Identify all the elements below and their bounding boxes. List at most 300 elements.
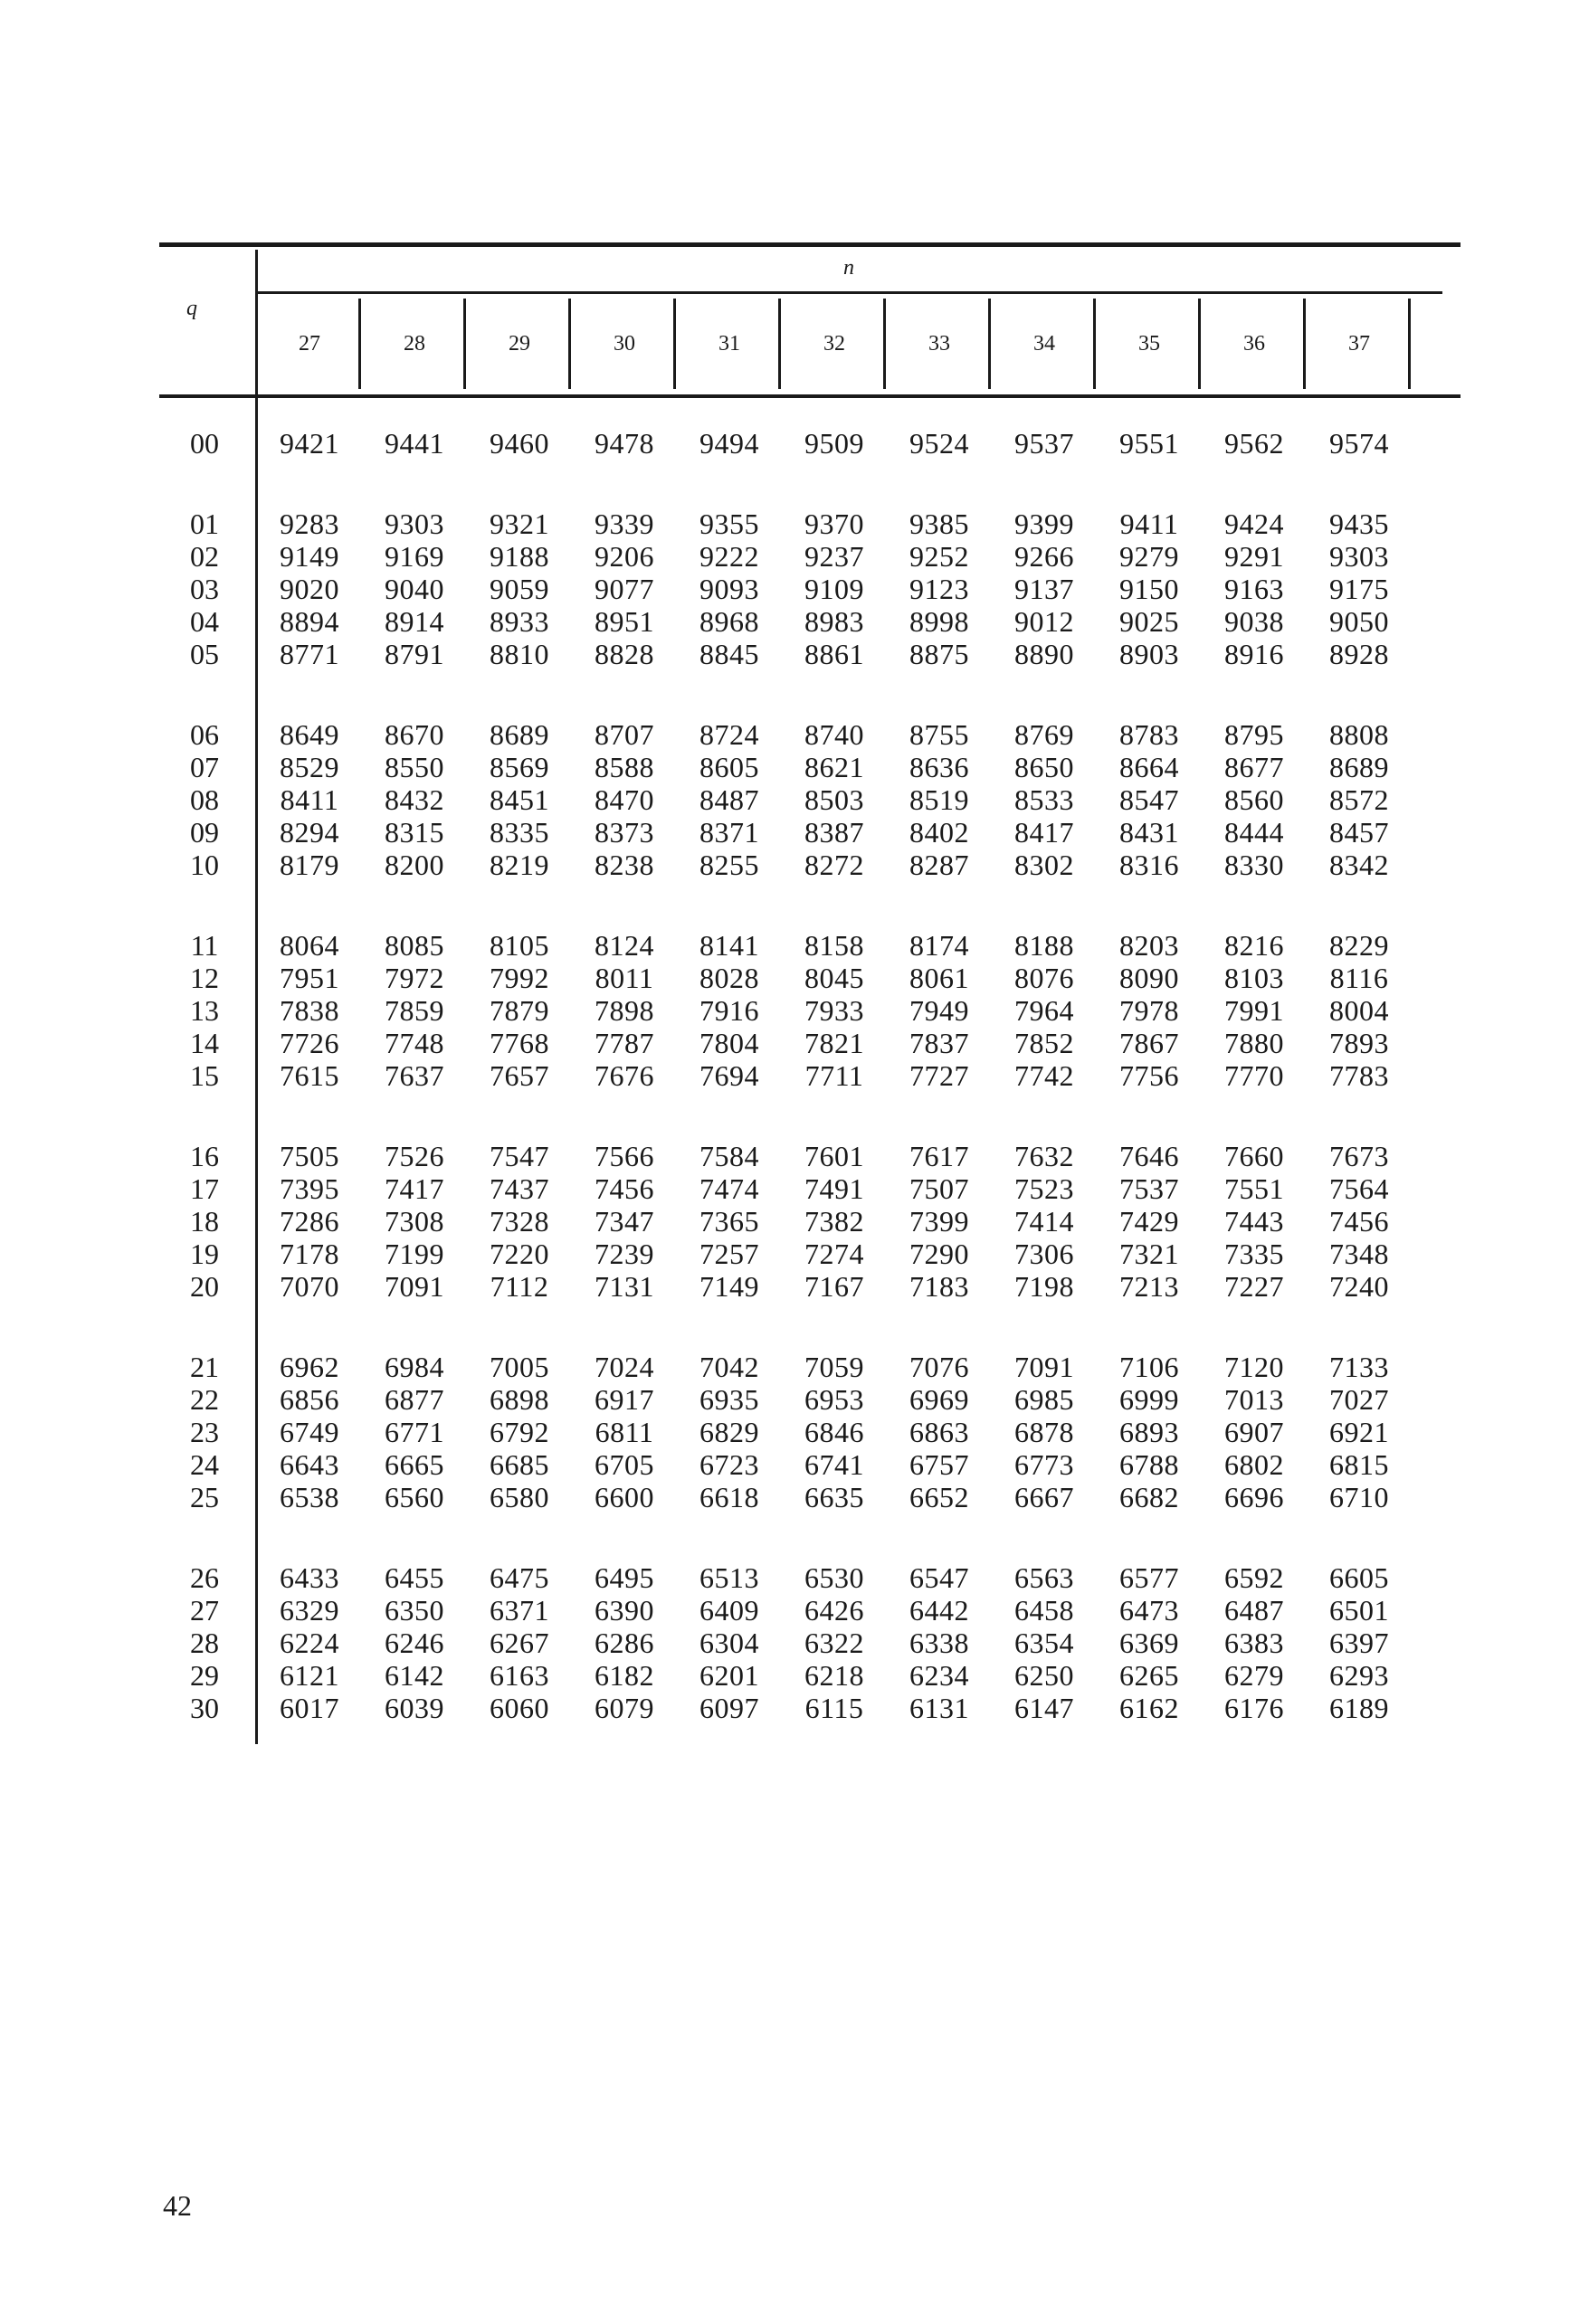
table-cell: 6560 [385,1481,444,1513]
row-key-cell: 00 [190,427,219,460]
column-header: 36 [1243,331,1265,356]
table-cell: 8432 [385,783,444,816]
table-cell: 6685 [490,1448,549,1481]
table-cell: 6652 [909,1481,969,1513]
table-cell: 9339 [595,507,654,540]
column-separator [1303,299,1306,389]
table-cell: 7526 [385,1140,444,1172]
table-cell: 7821 [804,1027,864,1059]
table-cell: 6771 [385,1416,444,1448]
table-cell: 6921 [1329,1416,1389,1448]
table-cell: 6079 [595,1692,654,1724]
table-cell: 6643 [280,1448,339,1481]
row-key-cell: 08 [190,783,219,816]
table-cell: 6815 [1329,1448,1389,1481]
column-separator [883,299,886,389]
table-cell: 9266 [1014,540,1074,573]
row-key-cell: 30 [190,1692,219,1724]
table-cell: 8677 [1224,751,1284,783]
table-cell: 7437 [490,1172,549,1205]
table-cell: 9123 [909,573,969,605]
table-cell: 7474 [699,1172,759,1205]
table-cell: 8810 [490,638,549,670]
table-cell: 9421 [280,427,339,460]
table-cell: 6530 [804,1561,864,1594]
table-cell: 7024 [595,1351,654,1383]
table-cell: 9252 [909,540,969,573]
table-cell: 7949 [909,994,969,1027]
row-variable-label: q [186,297,197,320]
table-cell: 7507 [909,1172,969,1205]
table-cell: 7395 [280,1172,339,1205]
table-cell: 7726 [280,1027,339,1059]
table-cell: 8287 [909,849,969,881]
table-cell: 8928 [1329,638,1389,670]
table-cell: 7632 [1014,1140,1074,1172]
table-cell: 8791 [385,638,444,670]
table-cell: 8650 [1014,751,1074,783]
table-cell: 6577 [1119,1561,1179,1594]
row-key-cell: 03 [190,573,219,605]
table-top-rule [159,242,1461,247]
column-variable-rule [257,291,1442,294]
table-cell: 7742 [1014,1059,1074,1092]
table-cell: 9385 [909,507,969,540]
table-cell: 8529 [280,751,339,783]
table-cell: 6426 [804,1594,864,1627]
table-cell: 8845 [699,638,759,670]
table-cell: 9460 [490,427,549,460]
table-cell: 7070 [280,1270,339,1303]
table-cell: 6189 [1329,1692,1389,1724]
table-cell: 8914 [385,605,444,638]
table-cell: 7456 [1329,1205,1389,1238]
table-cell: 7880 [1224,1027,1284,1059]
table-cell: 7787 [595,1027,654,1059]
table-cell: 8011 [595,962,654,994]
table-cell: 7013 [1224,1383,1284,1416]
table-cell: 6999 [1119,1383,1179,1416]
table-cell: 7091 [385,1270,444,1303]
column-header: 29 [509,331,530,356]
table-cell: 7615 [280,1059,339,1092]
table-cell: 6338 [909,1627,969,1659]
table-cell: 9424 [1224,507,1284,540]
table-cell: 7964 [1014,994,1074,1027]
table-cell: 8649 [280,718,339,751]
table-cell: 8968 [699,605,759,638]
table-cell: 7916 [699,994,759,1027]
table-cell: 6201 [699,1659,759,1692]
table-cell: 7178 [280,1238,339,1270]
table-cell: 7027 [1329,1383,1389,1416]
table-cell: 7347 [595,1205,654,1238]
table-cell: 6580 [490,1481,549,1513]
table-cell: 8689 [490,718,549,751]
table-cell: 7220 [490,1238,549,1270]
table-cell: 7120 [1224,1351,1284,1383]
table-cell: 6773 [1014,1448,1074,1481]
row-key-cell: 15 [190,1059,219,1092]
table-cell: 6409 [699,1594,759,1627]
table-cell: 8547 [1119,783,1179,816]
row-key-cell: 24 [190,1448,219,1481]
table-cell: 7005 [490,1351,549,1383]
table-cell: 7286 [280,1205,339,1238]
table-cell: 9441 [385,427,444,460]
table-cell: 8724 [699,718,759,751]
table-cell: 8200 [385,849,444,881]
table-cell: 9399 [1014,507,1074,540]
table-cell: 8387 [804,816,864,849]
table-cell: 6473 [1119,1594,1179,1627]
table-cell: 6592 [1224,1561,1284,1594]
table-cell: 6487 [1224,1594,1284,1627]
table-cell: 8916 [1224,638,1284,670]
table-cell: 9188 [490,540,549,573]
table-cell: 6182 [595,1659,654,1692]
table-cell: 8783 [1119,718,1179,751]
table-cell: 6279 [1224,1659,1284,1692]
table-cell: 7414 [1014,1205,1074,1238]
table-cell: 7837 [909,1027,969,1059]
row-key-cell: 22 [190,1383,219,1416]
table-cell: 7399 [909,1205,969,1238]
table-cell: 9050 [1329,605,1389,638]
row-key-cell: 23 [190,1416,219,1448]
column-separator [1093,299,1096,389]
table-cell: 6605 [1329,1561,1389,1594]
table-cell: 8203 [1119,929,1179,962]
table-cell: 7748 [385,1027,444,1059]
row-key-cell: 14 [190,1027,219,1059]
table-cell: 6547 [909,1561,969,1594]
row-key-cell: 09 [190,816,219,849]
column-header: 37 [1348,331,1370,356]
table-cell: 9283 [280,507,339,540]
table-cell: 6390 [595,1594,654,1627]
table-cell: 9040 [385,573,444,605]
table-cell: 9109 [804,573,864,605]
table-cell: 9137 [1014,573,1074,605]
table-cell: 6224 [280,1627,339,1659]
column-separator [1408,299,1411,389]
table-cell: 6039 [385,1692,444,1724]
table-cell: 7133 [1329,1351,1389,1383]
table-cell: 7149 [699,1270,759,1303]
table-cell: 8808 [1329,718,1389,751]
column-header: 28 [404,331,425,356]
row-key-cell: 17 [190,1172,219,1205]
table-cell: 7694 [699,1059,759,1092]
table-cell: 8431 [1119,816,1179,849]
table-cell: 6246 [385,1627,444,1659]
table-cell: 6121 [280,1659,339,1692]
table-cell: 6397 [1329,1627,1389,1659]
table-cell: 7783 [1329,1059,1389,1092]
table-cell: 7198 [1014,1270,1074,1303]
table-cell: 9574 [1329,427,1389,460]
table-cell: 7112 [490,1270,549,1303]
table-cell: 8417 [1014,816,1074,849]
table-cell: 6667 [1014,1481,1074,1513]
column-header: 31 [718,331,740,356]
table-cell: 7867 [1119,1027,1179,1059]
table-cell: 8090 [1119,962,1179,994]
column-separator [988,299,991,389]
table-cell: 6788 [1119,1448,1179,1481]
table-cell: 8238 [595,849,654,881]
row-key-cell: 27 [190,1594,219,1627]
table-cell: 8402 [909,816,969,849]
table-cell: 7382 [804,1205,864,1238]
table-cell: 6907 [1224,1416,1284,1448]
table-cell: 9150 [1119,573,1179,605]
table-cell: 6433 [280,1561,339,1594]
table-cell: 7321 [1119,1238,1179,1270]
table-cell: 7042 [699,1351,759,1383]
table-cell: 7770 [1224,1059,1284,1092]
table-cell: 9478 [595,427,654,460]
table-cell: 7617 [909,1140,969,1172]
row-key-cell: 20 [190,1270,219,1303]
table-cell: 7308 [385,1205,444,1238]
table-cell: 6696 [1224,1481,1284,1513]
table-cell: 6163 [490,1659,549,1692]
table-cell: 8670 [385,718,444,751]
table-cell: 6953 [804,1383,864,1416]
table-cell: 9163 [1224,573,1284,605]
table-cell: 8550 [385,751,444,783]
table-cell: 6250 [1014,1659,1074,1692]
column-variable-label: n [843,256,854,280]
table-cell: 9435 [1329,507,1389,540]
table-cell: 7756 [1119,1059,1179,1092]
table-cell: 7646 [1119,1140,1179,1172]
table-cell: 8875 [909,638,969,670]
table-cell: 8828 [595,638,654,670]
table-cell: 7059 [804,1351,864,1383]
table-cell: 7274 [804,1238,864,1270]
table-cell: 8740 [804,718,864,751]
table-cell: 6455 [385,1561,444,1594]
table-cell: 6383 [1224,1627,1284,1659]
table-cell: 8105 [490,929,549,962]
page-number: 42 [163,2189,192,2222]
table-cell: 6705 [595,1448,654,1481]
table-cell: 6442 [909,1594,969,1627]
table-cell: 9551 [1119,427,1179,460]
table-cell: 8064 [280,929,339,962]
table-cell: 8076 [1014,962,1074,994]
table-cell: 6097 [699,1692,759,1724]
table-cell: 7978 [1119,994,1179,1027]
table-cell: 8636 [909,751,969,783]
table-cell: 8890 [1014,638,1074,670]
table-cell: 7227 [1224,1270,1284,1303]
row-key-cell: 28 [190,1627,219,1659]
table-cell: 6984 [385,1351,444,1383]
table-cell: 8179 [280,849,339,881]
table-cell: 6893 [1119,1416,1179,1448]
table-cell: 7537 [1119,1172,1179,1205]
row-key-cell: 06 [190,718,219,751]
table-cell: 9303 [385,507,444,540]
table-cell: 9169 [385,540,444,573]
table-cell: 6538 [280,1481,339,1513]
table-cell: 8903 [1119,638,1179,670]
table-cell: 8588 [595,751,654,783]
row-key-cell: 07 [190,751,219,783]
table-cell: 8769 [1014,718,1074,751]
table-cell: 8755 [909,718,969,751]
table-cell: 8124 [595,929,654,962]
table-cell: 6458 [1014,1594,1074,1627]
table-cell: 8533 [1014,783,1074,816]
table-cell: 8216 [1224,929,1284,962]
table-cell: 6969 [909,1383,969,1416]
table-cell: 9038 [1224,605,1284,638]
column-separator [778,299,781,389]
table-cell: 7306 [1014,1238,1074,1270]
table-cell: 6017 [280,1692,339,1724]
table-cell: 7566 [595,1140,654,1172]
table-cell: 8894 [280,605,339,638]
table-cell: 6863 [909,1416,969,1448]
column-separator [1198,299,1201,389]
column-header: 33 [928,331,950,356]
table-cell: 9237 [804,540,864,573]
table-cell: 6846 [804,1416,864,1448]
table-cell: 8457 [1329,816,1389,849]
table-cell: 7992 [490,962,549,994]
column-header: 35 [1138,331,1160,356]
table-cell: 7951 [280,962,339,994]
table-cell: 8771 [280,638,339,670]
table-cell: 8045 [804,962,864,994]
table-cell: 7328 [490,1205,549,1238]
table-cell: 7091 [1014,1351,1074,1383]
table-cell: 6354 [1014,1627,1074,1659]
table-cell: 6329 [280,1594,339,1627]
table-cell: 8451 [490,783,549,816]
table-cell: 9291 [1224,540,1284,573]
table-cell: 7991 [1224,994,1284,1027]
table-cell: 7711 [804,1059,864,1092]
column-header: 32 [823,331,845,356]
table-cell: 8103 [1224,962,1284,994]
table-cell: 7673 [1329,1140,1389,1172]
table-header-rule [159,394,1461,398]
table-cell: 9370 [804,507,864,540]
table-cell: 9355 [699,507,759,540]
table-cell: 7676 [595,1059,654,1092]
table-cell: 6811 [595,1416,654,1448]
table-cell: 8998 [909,605,969,638]
table-cell: 6267 [490,1627,549,1659]
table-cell: 8255 [699,849,759,881]
table-cell: 6878 [1014,1416,1074,1448]
table-cell: 7972 [385,962,444,994]
table-cell: 8302 [1014,849,1074,881]
table-cell: 7183 [909,1270,969,1303]
table-cell: 9524 [909,427,969,460]
table-cell: 7505 [280,1140,339,1172]
table-cell: 6369 [1119,1627,1179,1659]
table-cell: 7547 [490,1140,549,1172]
table-cell: 9562 [1224,427,1284,460]
table-cell: 7443 [1224,1205,1284,1238]
table-cell: 6710 [1329,1481,1389,1513]
table-cell: 8621 [804,751,864,783]
table-cell: 7239 [595,1238,654,1270]
table-cell: 9222 [699,540,759,573]
table-cell: 7213 [1119,1270,1179,1303]
table-cell: 6856 [280,1383,339,1416]
table-cell: 6985 [1014,1383,1074,1416]
table-cell: 8330 [1224,849,1284,881]
column-header: 27 [299,331,320,356]
table-cell: 6600 [595,1481,654,1513]
table-cell: 6147 [1014,1692,1074,1724]
table-cell: 7257 [699,1238,759,1270]
table-cell: 9025 [1119,605,1179,638]
table-cell: 7660 [1224,1140,1284,1172]
table-cell: 8188 [1014,929,1074,962]
table-cell: 7131 [595,1270,654,1303]
table-cell: 9149 [280,540,339,573]
table-cell: 8294 [280,816,339,849]
table-cell: 8061 [909,962,969,994]
table-cell: 7601 [804,1140,864,1172]
column-separator [463,299,466,389]
table-cell: 8158 [804,929,864,962]
table-cell: 9206 [595,540,654,573]
table-cell: 8983 [804,605,864,638]
table-cell: 9093 [699,573,759,605]
table-cell: 8174 [909,929,969,962]
table-cell: 6877 [385,1383,444,1416]
row-key-cell: 25 [190,1481,219,1513]
row-key-cell: 12 [190,962,219,994]
table-cell: 7564 [1329,1172,1389,1205]
table-cell: 6563 [1014,1561,1074,1594]
table-cell: 6618 [699,1481,759,1513]
table-cell: 8664 [1119,751,1179,783]
table-cell: 8004 [1329,994,1389,1027]
table-cell: 6234 [909,1659,969,1692]
table-cell: 9303 [1329,540,1389,573]
table-cell: 9494 [699,427,759,460]
row-key-cell: 29 [190,1659,219,1692]
table-cell: 8933 [490,605,549,638]
table-cell: 8028 [699,962,759,994]
table-cell: 7933 [804,994,864,1027]
table-cell: 9537 [1014,427,1074,460]
table-cell: 8373 [595,816,654,849]
table-cell: 9059 [490,573,549,605]
table-cell: 6501 [1329,1594,1389,1627]
table-cell: 6304 [699,1627,759,1659]
table-cell: 8487 [699,783,759,816]
table-cell: 6115 [804,1692,864,1724]
table-cell: 6131 [909,1692,969,1724]
table-cell: 6792 [490,1416,549,1448]
table-cell: 8444 [1224,816,1284,849]
table-cell: 8315 [385,816,444,849]
table-cell: 6162 [1119,1692,1179,1724]
table-cell: 8951 [595,605,654,638]
